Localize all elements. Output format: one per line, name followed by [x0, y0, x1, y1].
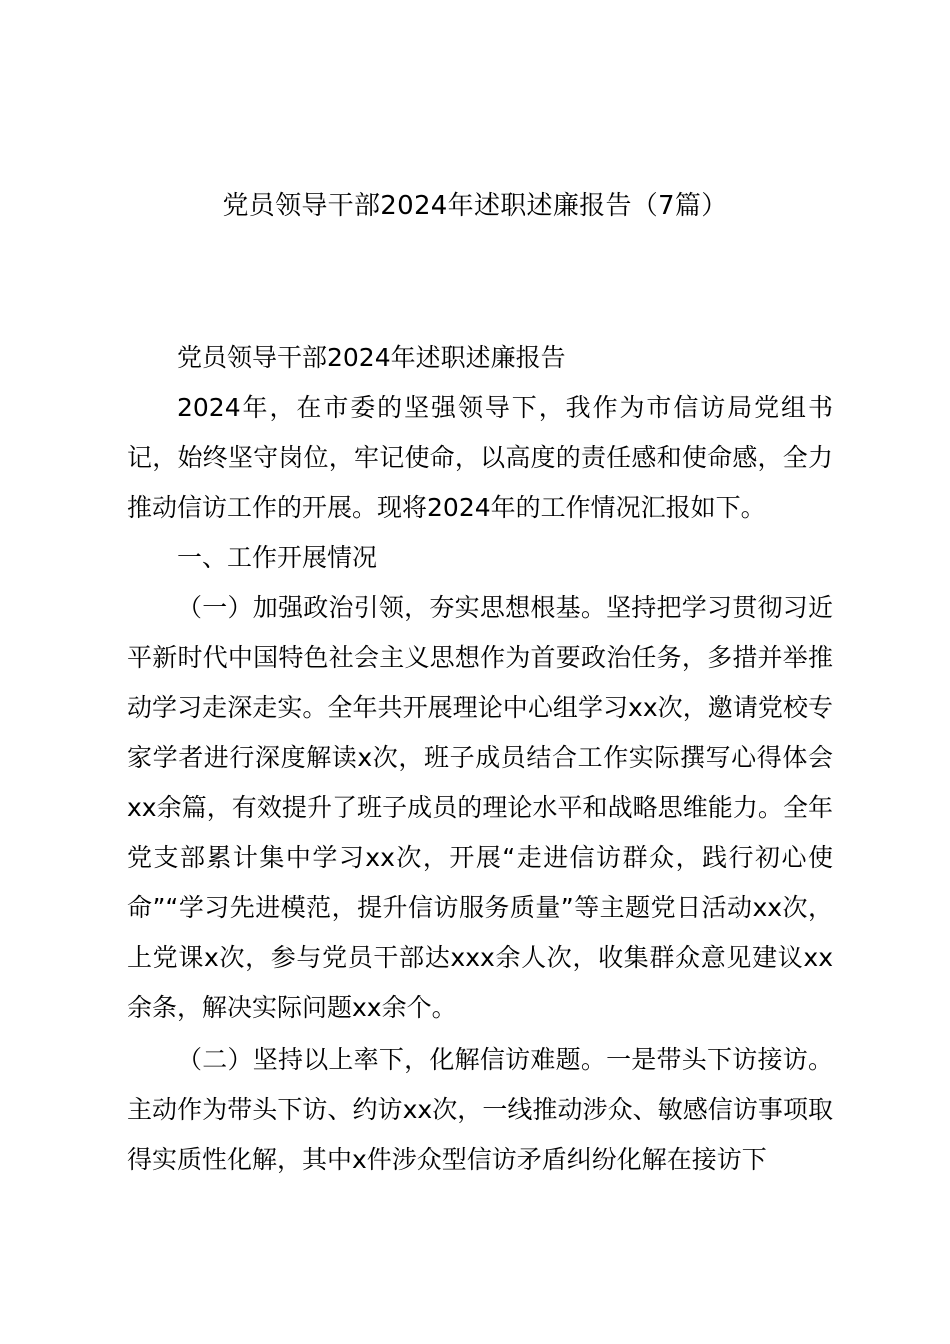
section-subtitle: 党员领导干部2024年述职述廉报告 [177, 343, 566, 372]
paragraph-intro: 2024年，在市委的坚强领导下，我作为市信访局党组书记，始终坚守岗位，牢记使命，以高度的责任感和使命感，全力推动信访工作的开展。现将2024年的工作情况汇报如下。 [127, 393, 833, 522]
paragraph-petition-resolution: （二）坚持以上率下，化解信访难题。一是带头下访接访。主动作为带头下访、约访xx次，一线推动涉众、敏感信访事项取得实质性化解，其中x件涉众型信访矛盾纠纷化解在接访下 [127, 1045, 833, 1174]
section-heading-1: 一、工作开展情况 [177, 543, 378, 572]
paragraph-political-guidance: （一）加强政治引领，夯实思想根基。坚持把学习贯彻习近平新时代中国特色社会主义思想作为首要政治任务，多措并举推动学习走深走实。全年共开展理论中心组学习xx次，邀请党校专家学者进行深度解读x次，班子成员结合工作实际撰写心得体会xx余篇，有效提升了班子成员的理论水平和战略思维能力。全年党支部累计集中学习xx次，开展“走进信访群众，践行初心使命”“学习先进模范，提升信访服务质量”等主题党日活动xx次，上党课x次，参与党员干部达xxx余人次，收集群众意见建议xx余条，解决实际问题xx余个。 [127, 593, 833, 1022]
document-body [127, 333, 833, 1185]
document-title: 党员领导干部2024年述职述廉报告（7篇） [222, 191, 728, 221]
